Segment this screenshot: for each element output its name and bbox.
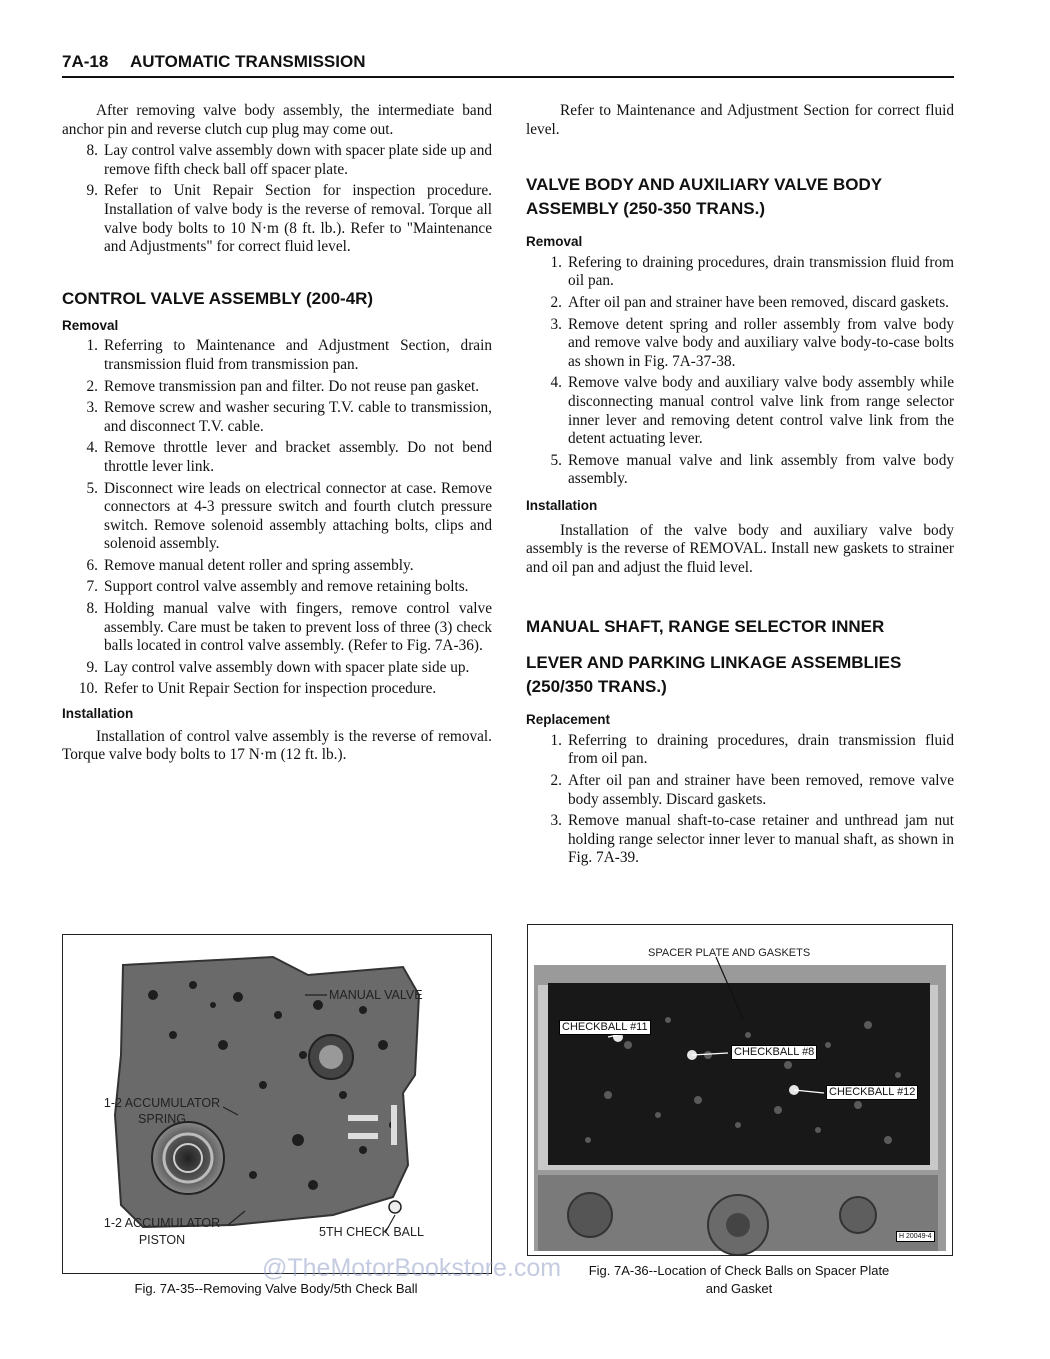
figure-7a-36 bbox=[527, 924, 953, 1256]
label-checkball-8: CHECKBALL #8 bbox=[731, 1045, 817, 1060]
replacement-label: Replacement bbox=[526, 712, 611, 728]
label-checkball-12: CHECKBALL #12 bbox=[826, 1085, 918, 1100]
installation-label: Installation bbox=[62, 706, 134, 722]
list-item: 10. Refer to Unit Repair Section for inspection procedure. bbox=[78, 680, 437, 698]
right-removal-steps bbox=[526, 254, 954, 489]
right-column bbox=[526, 102, 954, 871]
list-item: 5. Disconnect wire leads on electrical connector at case. Remove connectors at 4-3 pressure switch and fourth clutch pressure switch. Remove solenoid assembly attaching bolts, clips and solenoid assembly. bbox=[86, 479, 492, 553]
list-item: 1. Referring to draining procedures, drain transmission fluid from oil pan. bbox=[550, 731, 954, 768]
left-column bbox=[62, 102, 492, 765]
left-intro: After removing valve body assembly, the intermediate band anchor pin and reverse clutch cup plug may come out. bbox=[62, 102, 492, 138]
label-accumulator-piston-2: PISTON bbox=[138, 1233, 186, 1247]
watermark: @TheMotorBookstore.com bbox=[262, 1254, 562, 1282]
list-item: 9. Lay control valve assembly down with spacer plate side up. bbox=[86, 658, 470, 676]
list-item: 3. Remove screw and washer securing T.V. cable to transmission, and disconnect T.V. cable. bbox=[86, 399, 492, 435]
list-item: 3. Remove detent spring and roller assembly from valve body and remove valve body and auxiliary valve body-to-case bolts as shown in Fig. 7A-37-38. bbox=[550, 315, 954, 370]
installation-text: Installation of control valve assembly is the reverse of removal. Torque valve body bolts to 17 N·m (12 ft. lb.). bbox=[62, 727, 492, 764]
list-item: 6. Remove manual detent roller and spring assembly. bbox=[86, 556, 414, 574]
list-item: 8. Lay control valve assembly down with spacer plate side up and remove fifth check ball off spacer plate. bbox=[86, 142, 492, 178]
figure-code: H 20049-4 bbox=[896, 1231, 935, 1242]
label-accumulator-spring-2: SPRING bbox=[138, 1112, 186, 1126]
list-item: 2. After oil pan and strainer have been removed, remove valve body assembly. Discard gaskets. bbox=[550, 772, 954, 808]
manual-shaft-heading-2: LEVER AND PARKING LINKAGE ASSEMBLIES (250/350 TRANS.) bbox=[526, 653, 902, 697]
replacement-steps bbox=[526, 732, 954, 868]
figure-7a-35 bbox=[62, 934, 492, 1274]
figure-7a-35-caption: Fig. 7A-35--Removing Valve Body/5th Check Ball bbox=[134, 1281, 418, 1296]
page-number: 7A-18 bbox=[62, 52, 109, 71]
label-accumulator-piston-1: 1-2 ACCUMULATOR bbox=[103, 1216, 221, 1230]
removal-label: Removal bbox=[62, 317, 119, 333]
list-item: 1. Referring to Maintenance and Adjustment Section, drain transmission fluid from transmission pan. bbox=[86, 337, 492, 373]
figure-7a-36-caption-line-1: Fig. 7A-36--Location of Check Balls on Spacer Plate bbox=[588, 1263, 890, 1278]
list-item: 5. Remove manual valve and link assembly from valve body assembly. bbox=[550, 451, 954, 488]
label-5th-check-ball: 5TH CHECK BALL bbox=[319, 1225, 424, 1239]
control-valve-heading: CONTROL VALVE ASSEMBLY (200-4R) bbox=[62, 288, 374, 308]
list-item: 8. Holding manual valve with fingers, remove control valve assembly. Care must be taken to prevent loss of three (3) check balls located in control valve assembly. (Refer to Fig. 7A-36). bbox=[86, 600, 492, 655]
page-header bbox=[62, 50, 954, 78]
list-item: 4. Remove throttle lever and bracket assembly. Do not bend throttle lever link. bbox=[86, 439, 492, 475]
list-item: 1. Refering to draining procedures, drain transmission fluid from oil pan. bbox=[550, 253, 954, 290]
list-item: 4. Remove valve body and auxiliary valve body assembly while disconnecting manual control valve link from range selector inner lever and removing detent control valve link from the detent actuating lever. bbox=[550, 374, 954, 448]
installation-label-right: Installation bbox=[526, 497, 598, 513]
label-checkball-11: CHECKBALL #11 bbox=[559, 1020, 651, 1035]
removal-label-right: Removal bbox=[526, 234, 583, 250]
figure-7a-36-caption-line-2: and Gasket bbox=[705, 1281, 773, 1296]
list-item: 3. Remove manual shaft-to-case retainer and unthread jam nut holding range selector inner lever to manual shaft, as shown in Fig. 7A-39. bbox=[550, 812, 954, 867]
left-steps-top bbox=[62, 142, 492, 257]
list-item: 9. Refer to Unit Repair Section for inspection procedure. Installation of valve body is the reverse of removal. Torque all valve body bolts to 10 N·m (8 ft. lb.). Refer to "Maintenance and Adjustments" for correct fluid level. bbox=[86, 182, 492, 256]
installation-text-right: Installation of the valve body and auxiliary valve body assembly is the reverse of REMOVAL. Install new gaskets to strainer and oil pan and adjust the fluid level. bbox=[526, 521, 954, 576]
label-spacer-plate: SPACER PLATE AND GASKETS bbox=[648, 947, 811, 959]
section-title: AUTOMATIC TRANSMISSION bbox=[130, 52, 366, 71]
list-item: 2. After oil pan and strainer have been removed, discard gaskets. bbox=[550, 293, 950, 311]
manual-shaft-heading-1: MANUAL SHAFT, RANGE SELECTOR INNER bbox=[526, 617, 885, 637]
list-item: 7. Support control valve assembly and remove retaining bolts. bbox=[86, 578, 469, 596]
removal-steps bbox=[62, 337, 492, 699]
right-intro: Refer to Maintenance and Adjustment Section for correct fluid level. bbox=[526, 102, 954, 138]
valve-body-heading: VALVE BODY AND AUXILIARY VALVE BODY ASSEMBLY (250-350 TRANS.) bbox=[526, 175, 882, 219]
label-manual-valve: MANUAL VALVE bbox=[329, 988, 423, 1002]
label-accumulator-spring-1: 1-2 ACCUMULATOR bbox=[103, 1096, 221, 1110]
list-item: 2. Remove transmission pan and filter. Do not reuse pan gasket. bbox=[86, 377, 480, 395]
